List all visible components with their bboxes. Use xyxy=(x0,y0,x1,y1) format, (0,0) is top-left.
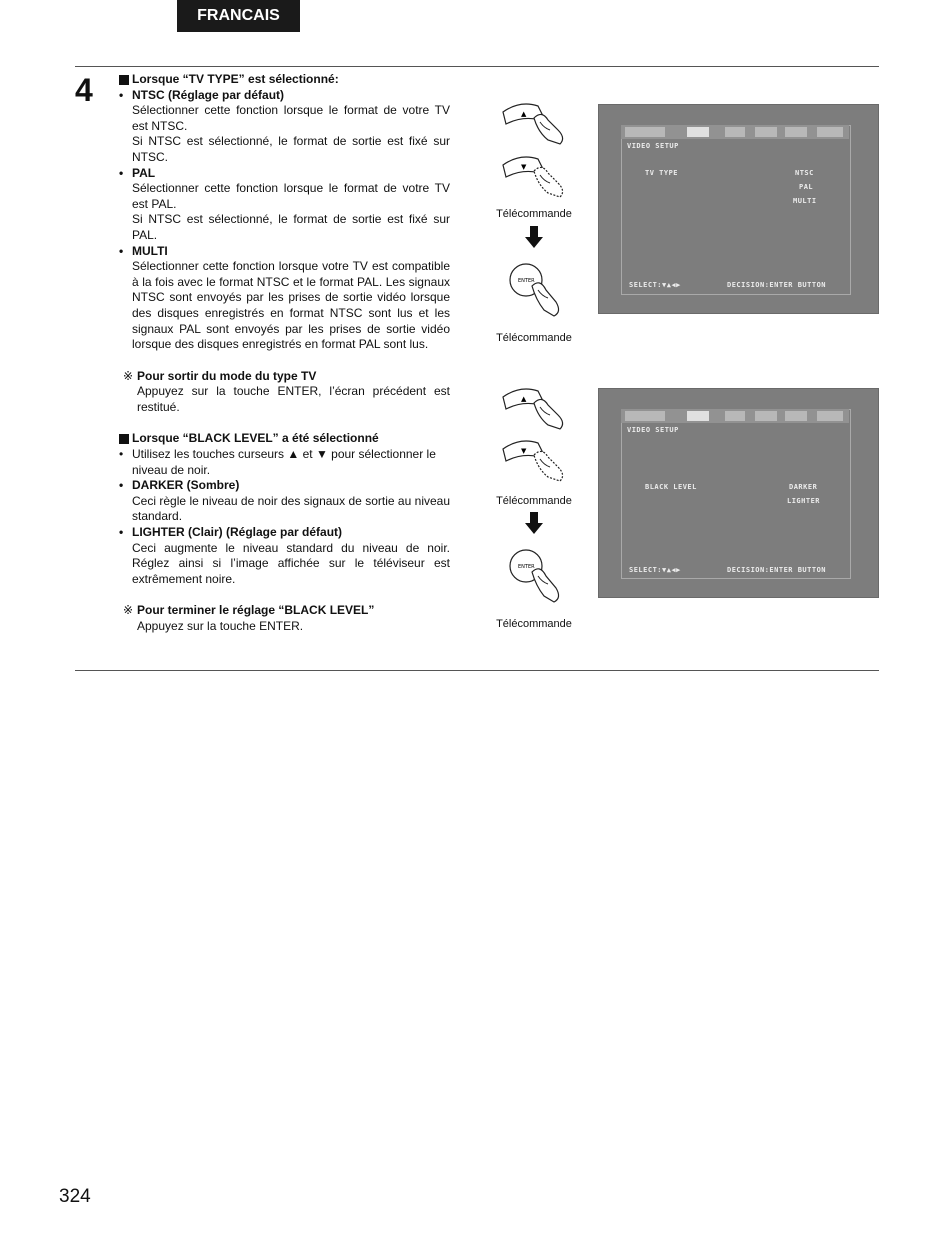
remote-up-button-illustration xyxy=(500,385,570,431)
screen-option-multi: MULTI xyxy=(793,197,817,205)
enter-label: ENTER xyxy=(518,278,535,284)
screen-item-tv-type: TV TYPE xyxy=(645,169,679,177)
remote-down-button-illustration xyxy=(500,437,570,483)
darker-text: Ceci règle le niveau de noir des signaux de sortie au niveau standard. xyxy=(132,493,450,524)
screen-footer-select: SELECT:▼▲◀▶ xyxy=(629,281,681,289)
down-arrow-icon: ▼ xyxy=(521,447,527,455)
screen-footer-select: SELECT:▼▲◀▶ xyxy=(629,566,681,574)
screen-option-lighter: LIGHTER xyxy=(787,497,821,505)
remote-down-button-illustration xyxy=(500,153,570,199)
enter-label: ENTER xyxy=(518,564,535,570)
reference-mark-icon: ※ xyxy=(122,368,134,383)
remote-up-button-illustration xyxy=(500,100,570,146)
up-arrow-icon: ▲ xyxy=(521,395,527,403)
screen-title: VIDEO SETUP xyxy=(627,142,679,150)
remote-caption: Télécommande xyxy=(496,618,572,630)
screen-option-pal: PAL xyxy=(799,183,814,191)
multi-title: • MULTI xyxy=(119,244,450,260)
screen-tab-bar xyxy=(621,409,849,423)
ntsc-text-1: Sélectionner cette fonction lorsque le format de votre TV est NTSC. xyxy=(132,103,450,133)
screen-title: VIDEO SETUP xyxy=(627,426,679,434)
screen-footer-decision: DECISION:ENTER BUTTON xyxy=(727,566,827,574)
tv-type-screen xyxy=(598,104,879,314)
lighter-text: Ceci augmente le niveau standard du niveau de noir. Réglez ainsi si l’image affichée sur le téléviseur est extrêmement noire. xyxy=(132,540,450,586)
bottom-divider xyxy=(75,670,879,671)
screen-tab-bar xyxy=(621,125,849,139)
pal-text-2: Si NTSC est sélectionné, le format de sortie est fixé sur PAL. xyxy=(132,212,450,242)
black-level-intro: • Utilisez les touches curseurs ▲ et ▼ pour sélectionner le niveau de noir. xyxy=(119,447,450,478)
page-number: 324 xyxy=(59,1186,91,1207)
pal-title: • PAL xyxy=(119,166,450,182)
darker-title: • DARKER (Sombre) xyxy=(119,478,450,494)
end-black-level-title: ※ Pour terminer le réglage “BLACK LEVEL” xyxy=(119,603,450,619)
lighter-title: • LIGHTER (Clair) (Réglage par défaut) xyxy=(119,525,450,541)
square-bullet-icon xyxy=(119,434,129,444)
down-arrow-icon xyxy=(525,226,543,253)
square-bullet-icon xyxy=(119,75,129,85)
screen-footer-decision: DECISION:ENTER BUTTON xyxy=(727,281,827,289)
remote-caption: Télécommande xyxy=(496,332,572,344)
tv-type-heading: Lorsque “TV TYPE” est sélectionné: xyxy=(119,72,450,88)
top-divider xyxy=(75,66,879,67)
ntsc-title: • NTSC (Réglage par défaut) xyxy=(119,88,450,104)
ntsc-text-2: Si NTSC est sélectionné, le format de sortie est fixé sur NTSC. xyxy=(132,134,450,164)
multi-text: Sélectionner cette fonction lorsque votre TV est compatible à la fois avec le format NTSC et le format PAL. Les signaux NTSC sont envoyés par les prises de sortie vidéo lorsque des disques enregistrés en format NTSC sont lus et les signaux PAL sont envoyés par les prises de sortie vidéo lorsque des disques enregistrés en format PAL sont lus. xyxy=(132,259,450,352)
exit-tv-type-text: Appuyez sur la touche ENTER, l’écran précédent est restitué. xyxy=(137,384,450,414)
black-level-heading: Lorsque “BLACK LEVEL” a été sélectionné xyxy=(119,431,450,447)
reference-mark-icon: ※ xyxy=(122,603,134,618)
screen-option-darker: DARKER xyxy=(789,483,818,491)
down-arrow-icon: ▼ xyxy=(521,163,527,171)
pal-text-1: Sélectionner cette fonction lorsque le format de votre TV est PAL. xyxy=(132,181,450,211)
instruction-column xyxy=(119,72,450,635)
end-black-level-text: Appuyez sur la touche ENTER. xyxy=(137,619,304,633)
step-number: 4 xyxy=(75,72,93,108)
black-level-screen xyxy=(598,388,879,598)
up-arrow-icon: ▲ xyxy=(521,110,527,118)
remote-enter-button-illustration xyxy=(508,260,568,318)
remote-enter-button-illustration xyxy=(508,546,568,604)
exit-tv-type-title: ※ Pour sortir du mode du type TV xyxy=(119,369,450,385)
remote-caption: Télécommande xyxy=(496,495,572,507)
screen-item-black-level: BLACK LEVEL xyxy=(645,483,697,491)
remote-caption: Télécommande xyxy=(496,208,572,220)
language-tab: FRANCAIS xyxy=(177,0,300,32)
screen-option-ntsc: NTSC xyxy=(795,169,814,177)
down-arrow-icon xyxy=(525,512,543,539)
